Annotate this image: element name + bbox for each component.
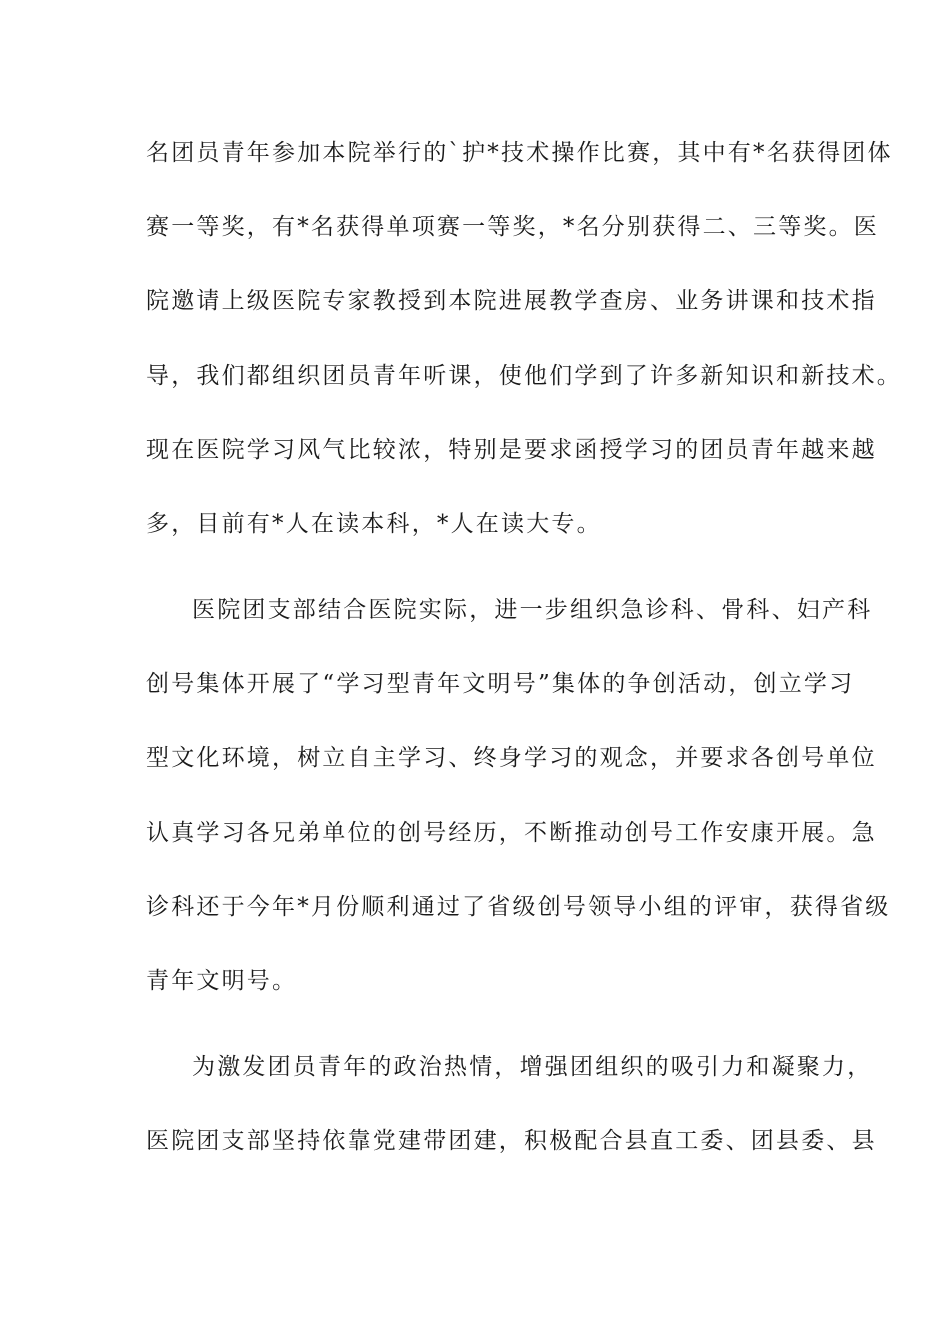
text-line: 多，目前有*人在读本科，*人在读大专。 [146, 511, 602, 537]
text-line: 名团员青年参加本院举行的`护*技术操作比赛，其中有*名获得团体 [146, 140, 893, 166]
text-line: 赛一等奖，有*名获得单项赛一等奖，*名分别获得二、三等奖。医 [146, 214, 879, 240]
text-line: 医院团支部结合医院实际，进一步组织急诊科、骨科、妇产科 [192, 597, 873, 623]
text-line: 型文化环境，树立自主学习、终身学习的观念，并要求各创号单位 [146, 745, 877, 771]
text-line: 院邀请上级医院专家教授到本院进展教学查房、业务讲课和技术指 [146, 288, 877, 314]
text-line: 医院团支部坚持依靠党建带团建，积极配合县直工委、团县委、县 [146, 1128, 877, 1154]
text-line: 现在医院学习风气比较浓，特别是要求函授学习的团员青年越来越 [146, 437, 877, 463]
text-line: 为激发团员青年的政治热情，增强团组织的吸引力和凝聚力， [192, 1054, 873, 1080]
text-line: 创号集体开展了“学习型青年文明号”集体的争创活动，创立学习 [146, 671, 855, 697]
text-line: 青年文明号。 [146, 968, 298, 994]
text-line: 诊科还于今年*月份顺利通过了省级创号领导小组的评审，获得省级 [146, 894, 891, 920]
text-line: 导，我们都组织团员青年听课，使他们学到了许多新知识和新技术。 [146, 363, 902, 389]
text-line: 认真学习各兄弟单位的创号经历，不断推动创号工作安康开展。急 [146, 820, 877, 846]
